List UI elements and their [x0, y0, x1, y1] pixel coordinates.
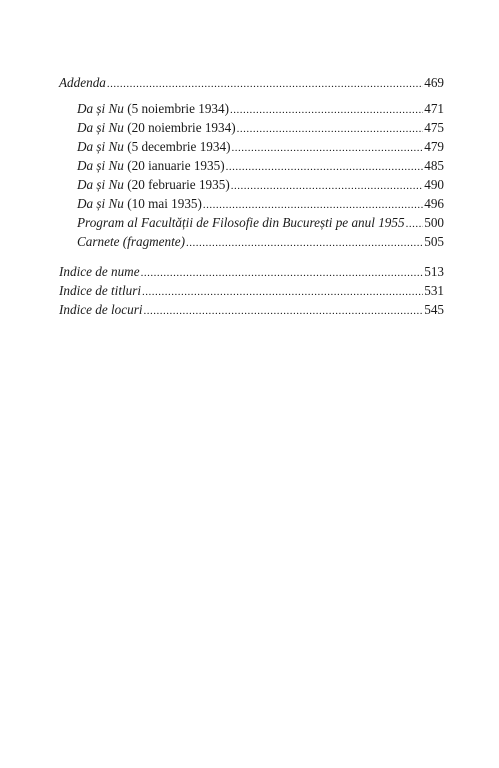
toc-entry-title-rest: (5 noiembrie 1934) [123, 101, 230, 116]
table-of-contents [59, 73, 444, 319]
toc-entry-title [77, 175, 230, 194]
toc-entry-addenda [59, 73, 444, 92]
toc-entry-title-italic: Da și Nu [77, 177, 124, 192]
dot-leader [141, 264, 424, 283]
toc-entry-page: 500 [424, 215, 444, 230]
toc-entry-title-rest: (20 februarie 1935) [123, 177, 230, 192]
toc-entry-title [77, 194, 202, 213]
dot-leader [107, 75, 423, 94]
toc-entry-index-places [59, 300, 444, 319]
toc-entry-title [77, 156, 225, 175]
toc-entry-page: 545 [424, 302, 444, 317]
toc-entry-page: 490 [424, 177, 444, 192]
toc-entry-title [59, 281, 141, 300]
toc-entry-title [59, 300, 143, 319]
toc-entry-title-italic: Carnete (fragmente) [77, 234, 186, 249]
toc-entry-page: 469 [424, 75, 444, 90]
toc-subentry [59, 175, 444, 194]
toc-subentry [59, 99, 444, 118]
toc-entry-page: 471 [424, 101, 444, 116]
toc-entry-title [77, 213, 405, 232]
toc-entry-title-text: Indice de locuri [59, 302, 143, 317]
toc-entry-page: 513 [424, 264, 444, 279]
toc-entry-title-italic: Da și Nu [77, 196, 124, 211]
dot-leader [231, 177, 423, 196]
toc-entry-title-italic: Da și Nu [77, 120, 124, 135]
dot-leader [237, 120, 424, 139]
toc-entry-title-rest: (5 decembrie 1934) [123, 139, 231, 154]
dot-leader [230, 101, 423, 120]
toc-subentry [59, 137, 444, 156]
dot-leader [231, 139, 423, 158]
toc-entry-title-italic: Da și Nu [77, 101, 124, 116]
toc-entry-title-text: Addenda [59, 75, 106, 90]
toc-entry-title [77, 137, 230, 156]
toc-entry-title [59, 73, 106, 92]
dot-leader [406, 215, 424, 234]
toc-subentry [59, 156, 444, 175]
toc-subentry [59, 118, 444, 137]
dot-leader [142, 283, 423, 302]
toc-entry-title-rest: (20 ianuarie 1935) [123, 158, 225, 173]
toc-entry-page: 531 [424, 283, 444, 298]
dot-leader [144, 302, 424, 321]
toc-entry-title [77, 232, 185, 251]
toc-entry-title [77, 99, 229, 118]
toc-subentry [59, 213, 444, 232]
dot-leader [226, 158, 424, 177]
toc-entry-title-italic: Da și Nu [77, 158, 124, 173]
toc-entry-page: 496 [424, 196, 444, 211]
toc-entry-title-italic: Program al Facultății de Filosofie din București pe anul 1955 [77, 215, 405, 230]
toc-entry-index-titles [59, 281, 444, 300]
toc-entry-title-rest: (20 noiembrie 1934) [123, 120, 236, 135]
toc-entry-page: 485 [424, 158, 444, 173]
toc-entry-title [77, 118, 236, 137]
toc-entry-page: 505 [424, 234, 444, 249]
toc-entry-title-text: Indice de nume [59, 264, 140, 279]
dot-leader [186, 234, 423, 253]
toc-entry-title [59, 262, 140, 281]
toc-entry-title-italic: Da și Nu [77, 139, 124, 154]
toc-subentry [59, 194, 444, 213]
toc-entry-page: 479 [424, 139, 444, 154]
toc-entry-index-names [59, 262, 444, 281]
toc-subentry [59, 232, 444, 251]
toc-entry-title-text: Indice de titluri [59, 283, 142, 298]
toc-entry-title-rest: (10 mai 1935) [123, 196, 202, 211]
toc-entry-page: 475 [424, 120, 444, 135]
